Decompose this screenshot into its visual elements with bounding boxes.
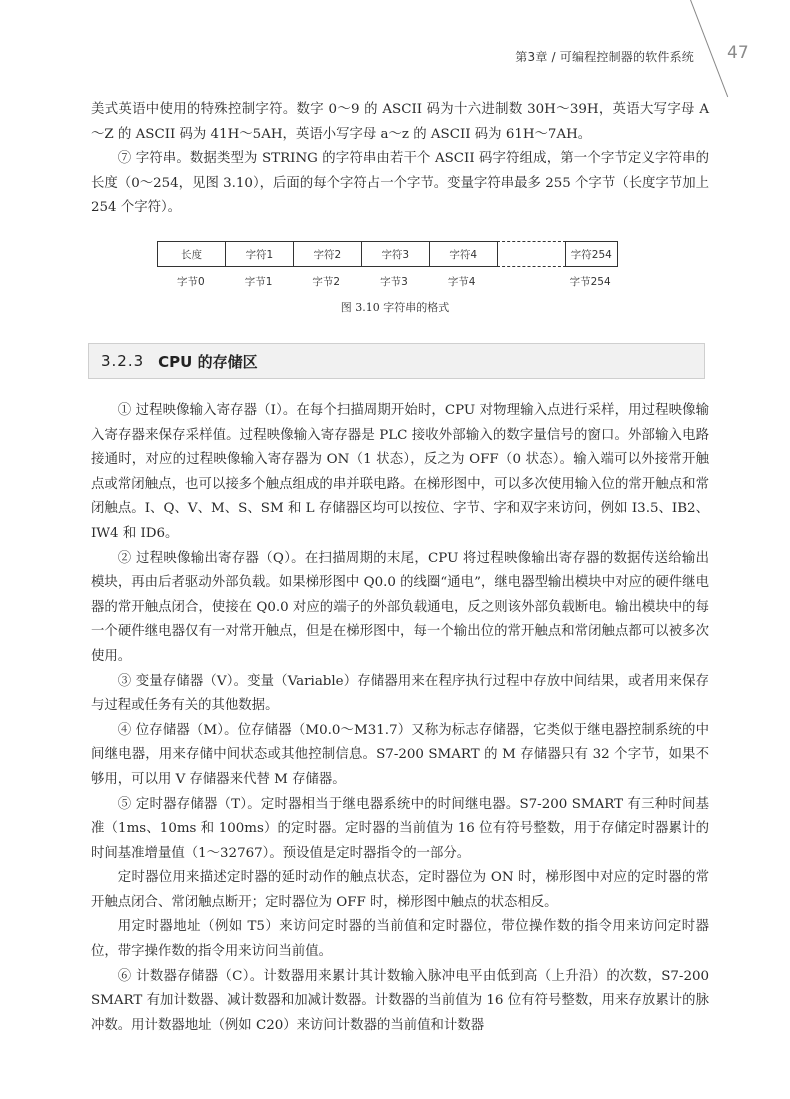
paragraph: ③ 变量存储器（V）。变量（Variable）存储器用来在程序执行过程中存放中间结果，或者用来保存与过程或任务有关的其他数据。: [91, 673, 709, 714]
figure-cell: 字符254: [565, 241, 618, 267]
header-divider: [690, 0, 728, 97]
figure-cell: 字符2: [293, 241, 362, 267]
intro-text: [91, 98, 709, 221]
figure-caption: 图 3.10 字符串的格式: [340, 301, 450, 314]
paragraph: ④ 位存储器（M）。位存储器（M0.0～M31.7）又称为标志存储器，它类似于继电器控制系统的中间继电器，用来存储中间状态或其他控制信息。S7-200 SMART 的 M 存储器只有 32 个字节，如果不够用，可以用 V 存储器来代替 M 存储器。: [91, 722, 709, 787]
string-format-figure: [157, 241, 617, 289]
paragraph: ② 过程映像输出寄存器（Q）。在扫描周期的末尾，CPU 将过程映像输出寄存器的数据传送给输出模块，再由后者驱动外部负载。如果梯形图中 Q0.0 的线圈“通电”，继电器型输出模块中对应的硬件继电器的常开触点闭合，使接在 Q0.0 对应的端子的外部负载通电，反之则该外部负载断电。输出模块中的每一个硬件继电器仅有一对常开触点，但是在梯形图中，每一个输出位的常开触点和常闭触点都可以被多次使用。: [91, 550, 709, 664]
paragraph: 定时器位用来描述定时器的延时动作的触点状态，定时器位为 ON 时，梯形图中对应的定时器的常开触点闭合、常闭触点断开；定时器位为 OFF 时，梯形图中触点的状态相反。: [91, 870, 709, 910]
byte-label: 字节0: [177, 276, 205, 288]
paragraph: 用定时器地址（例如 T5）来访问定时器的当前值和定时器位，带位操作数的指令用来访问定时器位，带字操作数的指令用来访问当前值。: [91, 919, 709, 960]
page-header: [0, 40, 790, 70]
paragraph: 美式英语中使用的特殊控制字符。数字 0～9 的 ASCII 码为十六进制数 30H～39H，英语大写字母 A～Z 的 ASCII 码为 41H～5AH，英语小写字母 a～z 的 ASCII 码为 61H～7AH。: [91, 102, 709, 142]
byte-label: 字节4: [447, 276, 476, 288]
paragraph: ⑦ 字符串。数据类型为 STRING 的字符串由若干个 ASCII 码字符组成，第一个字节定义字符串的长度（0～254，见图 3.10），后面的每个字符占一个字节。变量字符串最多 255 个字节（长度字节加上 254 个字符）。: [91, 151, 709, 216]
page-number: 47: [727, 43, 749, 63]
byte-label: 字节254: [569, 276, 611, 288]
section-heading: [88, 343, 705, 379]
figure-cell: 字符1: [225, 241, 294, 267]
figure-cell: 字符3: [361, 241, 430, 267]
byte-label: 字节3: [380, 276, 408, 288]
paragraph: ① 过程映像输入寄存器（I）。在每个扫描周期开始时，CPU 对物理输入点进行采样，用过程映像输入寄存器来保存采样值。过程映像输入寄存器是 PLC 接收外部输入的数字量信号的窗口。外部输入电路接通时，对应的过程映像输入寄存器为 ON（1 状态），反之为 OFF（0 状态）。输入端可以外接常开触点或常闭触点，也可以接多个触点组成的串并联电路。在梯形图中，可以多次使用输入位的常开触点和常闭触点。I、Q、V、M、S、SM 和 L 存储器区均可以按位、字节、字和双字来访问，例如 I3.5、IB2、IW4 和 ID6。: [91, 403, 709, 541]
section-body: [91, 399, 709, 1038]
figure-cells: [157, 241, 617, 267]
byte-label: 字节1: [244, 276, 273, 288]
byte-label: 字节2: [312, 276, 341, 288]
figure-byte-labels: [157, 274, 617, 289]
paragraph: ⑥ 计数器存储器（C）。计数器用来累计其计数输入脉冲电平由低到高（上升沿）的次数，S7-200 SMART 有加计数器、减计数器和加减计数器。计数器的当前值为 16 位有符号整数，用来存放累计的脉冲数。用计数器地址（例如 C20）来访问计数器的当前值和计数器: [91, 968, 709, 1033]
chapter-title: 第3章 / 可编程控制器的软件系统: [515, 50, 694, 64]
figure-cell: 字符4: [429, 241, 498, 267]
section-title: CPU 的存储区: [158, 352, 258, 371]
paragraph: ⑤ 定时器存储器（T）。定时器相当于继电器系统中的时间继电器。S7-200 SMART 有三种时间基准（1ms、10ms 和 100ms）的定时器。定时器的当前值为 16 位有符号整数，用于存储定时器累计的时间基准增量值（1～32767）。预设值是定时器指令的一部分。: [91, 796, 709, 861]
figure-cell-ellipsis: [497, 241, 566, 267]
byte-label: [496, 274, 564, 289]
figure-cell: 长度: [157, 241, 226, 267]
section-number: 3.2.3: [101, 352, 145, 370]
